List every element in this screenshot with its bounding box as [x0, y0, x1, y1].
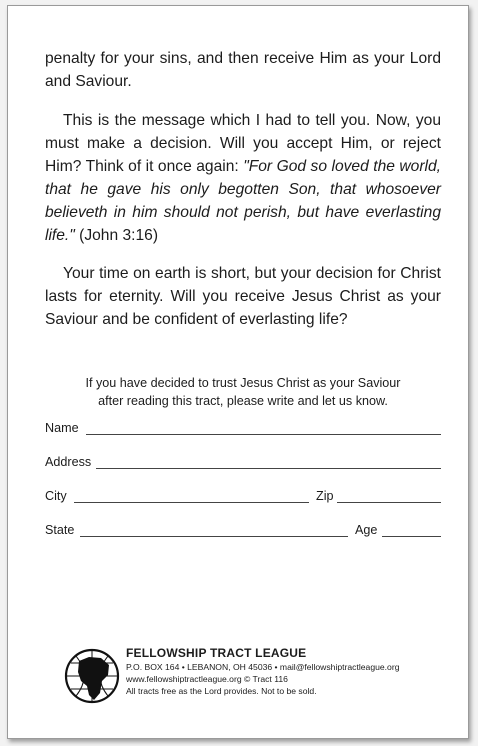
- paragraph-eternity: [45, 262, 441, 331]
- name-field[interactable]: [45, 420, 441, 438]
- state-label: State: [45, 523, 75, 537]
- address-line[interactable]: [96, 468, 441, 469]
- scripture-quote: "For God so loved the world, that he gave his only begotten Son, that whosoever believeth in him should not perish, but have everlasting life.": [45, 158, 441, 244]
- paragraph-penalty-text: penalty for your sins, and then receive Him as your Lord and Saviour.: [45, 50, 441, 90]
- name-label: Name: [45, 421, 79, 435]
- paragraph-decision-text: This is the message which I had to tell you. Now, you must make a decision. Will you accept Him, or reject Him? Think of it once again:: [45, 112, 441, 175]
- publisher-address: P.O. BOX 164 • LEBANON, OH 45036 • mail@fellowshiptractleague.org: [126, 662, 400, 672]
- tract-content: [8, 6, 468, 738]
- zip-line[interactable]: [337, 502, 441, 503]
- paragraph-penalty: [45, 47, 441, 93]
- state-line[interactable]: [80, 536, 348, 537]
- city-zip-row: [45, 488, 441, 506]
- name-line[interactable]: [86, 434, 441, 435]
- publisher-note: All tracts free as the Lord provides. Not to be sold.: [126, 686, 317, 696]
- response-invitation: [45, 374, 441, 410]
- paragraph-decision: [45, 109, 441, 247]
- tract-page: [7, 5, 469, 739]
- zip-label: Zip: [316, 489, 334, 503]
- age-line[interactable]: [382, 536, 441, 537]
- address-field[interactable]: [45, 454, 441, 472]
- publisher-footer: [64, 644, 454, 714]
- publisher-name: FELLOWSHIP TRACT LEAGUE: [126, 646, 307, 660]
- city-label: City: [45, 489, 67, 503]
- address-label: Address: [45, 455, 92, 469]
- globe-map-icon: [64, 648, 120, 704]
- scripture-reference: (John 3:16): [74, 227, 159, 244]
- publisher-website: www.fellowshiptractleague.org © Tract 116: [126, 674, 288, 684]
- paragraph-eternity-text: Your time on earth is short, but your decision for Christ lasts for eternity. Will you receive Jesus Christ as your Saviour and be confident of everlasting life?: [45, 265, 441, 328]
- state-age-row: [45, 522, 441, 540]
- city-line[interactable]: [74, 502, 309, 503]
- response-line-2: after reading this tract, please write and let us know.: [98, 394, 388, 408]
- response-line-1: If you have decided to trust Jesus Christ as your Saviour: [85, 376, 401, 390]
- age-label: Age: [355, 523, 378, 537]
